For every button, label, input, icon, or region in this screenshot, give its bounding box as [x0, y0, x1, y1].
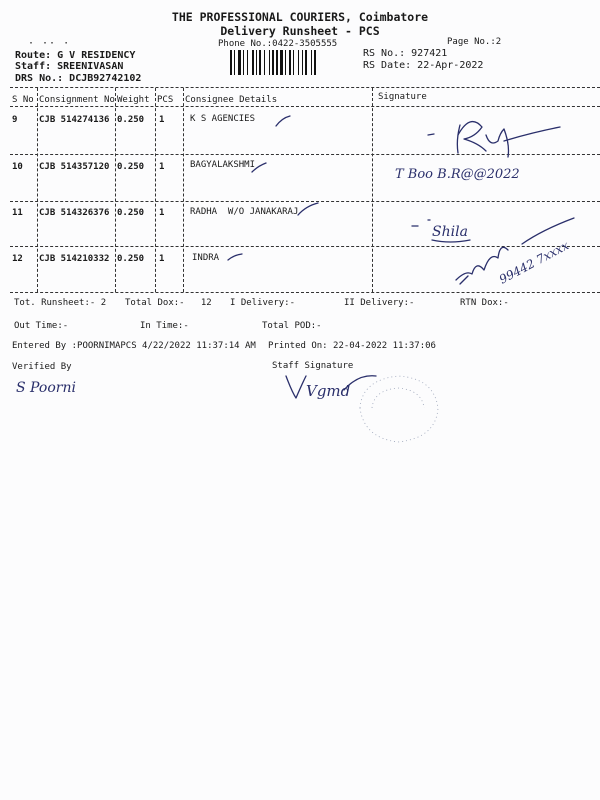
printed-on: Printed On: 22-04-2022 11:37:06 [268, 341, 436, 351]
header-sno: S No [12, 95, 34, 105]
svg-text:Vgmd: Vgmd [306, 382, 351, 400]
cell-consignee: INDRA [192, 253, 220, 263]
cell-consignment: CJB 514357120 [39, 162, 110, 172]
verified-by-label: Verified By [12, 362, 72, 372]
cell-weight: 0.250 [117, 254, 145, 264]
svg-text:99442 7xxxx: 99442 7xxxx [496, 238, 572, 287]
svg-text:T Boo B.R@@2022: T Boo B.R@@2022 [395, 167, 520, 182]
signature-row-12 [450, 230, 600, 292]
cell-pcs: 1 [159, 162, 165, 172]
faint-stamp [350, 368, 446, 448]
cell-consignment: CJB 514210332 [39, 254, 110, 264]
staff-label: Staff: SREENIVASAN [15, 61, 124, 72]
rtn-dox: RTN Dox:- [460, 298, 509, 308]
header-consignee: Consignee Details [185, 95, 278, 105]
rs-number: RS No.: 927421 [363, 48, 448, 59]
signature-row-10 [395, 158, 555, 188]
i-delivery: I Delivery:- [230, 298, 296, 308]
header-weight: Weight [117, 95, 150, 105]
cell-sno: 12 [12, 254, 23, 264]
ii-delivery: II Delivery:- [344, 298, 415, 308]
entered-by: Entered By :POORNIMAPCS 4/22/2022 11:37:14 AM [12, 341, 256, 351]
drs-number: DRS No.: DCJB92742102 [15, 73, 142, 84]
cell-pcs: 1 [159, 254, 165, 264]
cell-consignee: BAGYALAKSHMI [190, 160, 256, 170]
header-signature: Signature [378, 92, 427, 102]
total-pod: Total POD:- [262, 321, 322, 331]
cell-consignment: CJB 514326376 [39, 208, 110, 218]
staff-signature-label: Staff Signature [272, 361, 354, 371]
in-time: In Time:- [140, 321, 189, 331]
out-time: Out Time:- [14, 321, 69, 331]
cell-weight: 0.250 [117, 115, 145, 125]
header-consignment: Consignment No [39, 95, 115, 105]
cell-weight: 0.250 [117, 162, 145, 172]
verifier-signature [14, 368, 114, 400]
runsheet-subtitle: Delivery Runsheet - PCS [220, 24, 380, 38]
cell-consignment: CJB 514274136 [39, 115, 110, 125]
header-pcs: PCS [157, 95, 174, 105]
route-label: Route: G V RESIDENCY [15, 50, 136, 61]
svg-text:Shila: Shila [432, 224, 468, 240]
cell-consignee: K S AGENCIES [190, 114, 256, 124]
cell-weight: 0.250 [117, 208, 145, 218]
signature-row-9 [420, 105, 570, 165]
cell-pcs: 1 [159, 208, 165, 218]
svg-text:S Poorni: S Poorni [16, 380, 76, 396]
decorative-dots: · ·· · [28, 38, 71, 49]
cell-sno: 10 [12, 162, 23, 172]
company-title: THE PROFESSIONAL COURIERS, Coimbatore [171, 10, 429, 24]
cell-sno: 9 [12, 115, 18, 125]
total-runsheet: Tot. Runsheet:- 2 [14, 298, 107, 308]
cell-consignee: RADHA W/O JANAKARAJ [190, 207, 299, 217]
phone-number: Phone No.:0422-3505555 [218, 39, 338, 49]
cell-pcs: 1 [159, 115, 165, 125]
cell-sno: 11 [12, 208, 23, 218]
page-number: Page No.:2 [447, 37, 502, 47]
total-dox: Total Dox:- 12 [125, 298, 212, 308]
rs-date: RS Date: 22-Apr-2022 [363, 60, 484, 71]
